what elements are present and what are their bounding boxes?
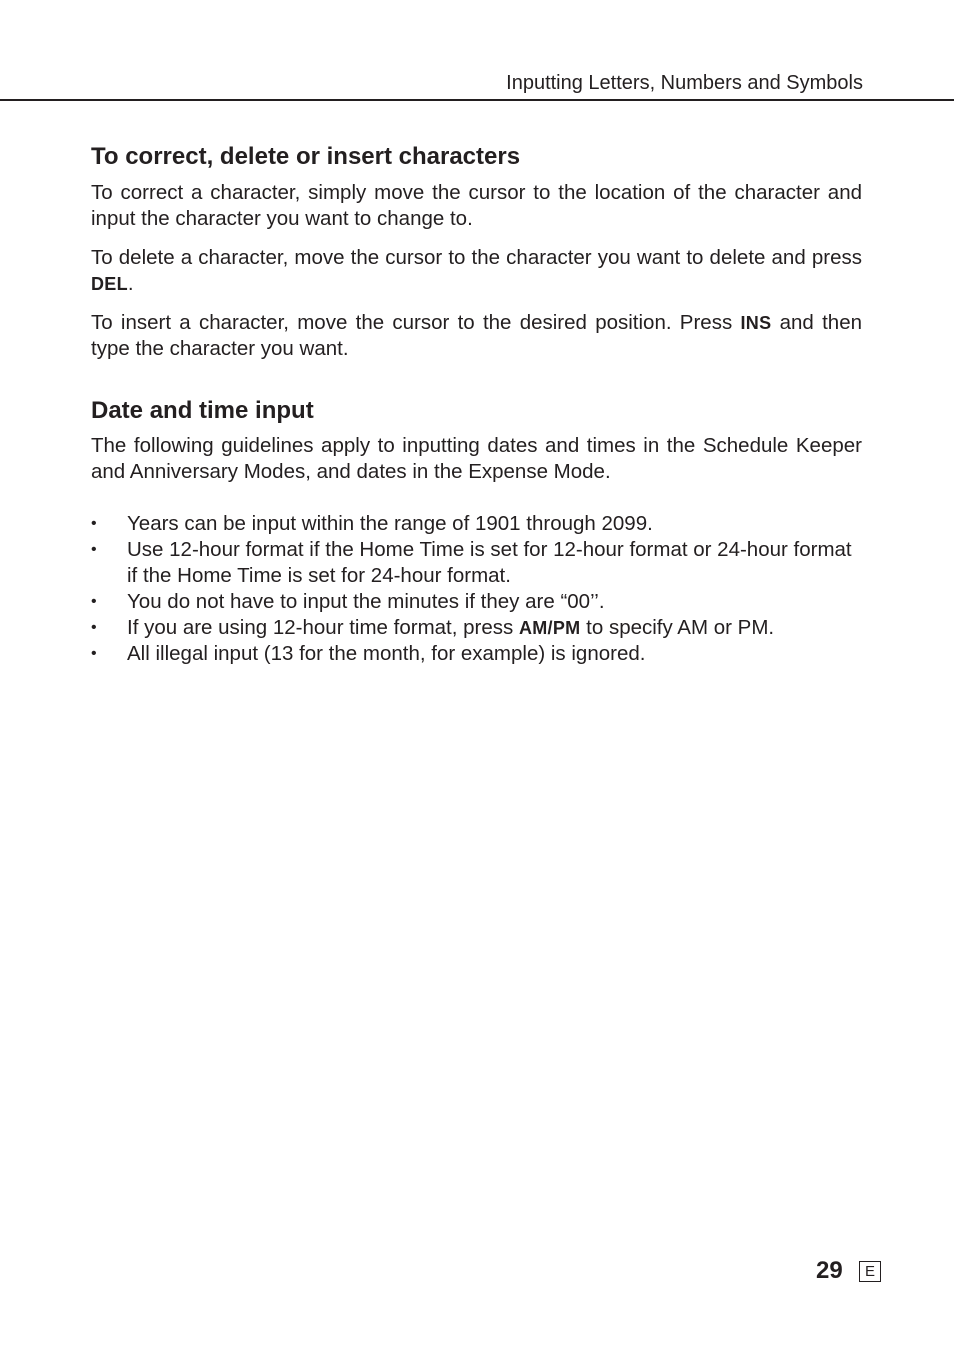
list-item-text-end: to specify AM or PM. [580,616,775,639]
list-item [91,641,862,667]
paragraph-delete-end: . [127,272,134,295]
language-code-box: E [859,1261,881,1282]
bullet-icon: • [91,515,97,532]
guideline-list [91,511,862,667]
running-header: Inputting Letters, Numbers and Symbols [506,72,863,94]
ins-key-label: INS [740,313,772,333]
bullet-icon: • [91,619,97,636]
list-item [91,615,862,641]
list-item-text: You do not have to input the minutes if they are “00’’. [127,590,605,613]
section-title-date: Date and time input [91,397,314,424]
bullet-icon: • [91,541,97,558]
page-number: 29 [816,1257,843,1284]
list-item-text: All illegal input (13 for the month, for example) is ignored. [127,642,646,665]
bullet-icon: • [91,645,97,662]
header-rule [0,99,954,101]
list-item [91,511,862,537]
paragraph-delete [91,245,862,297]
paragraph-date-intro: The following guidelines apply to inputting dates and times in the Schedule Keeper and Anniversary Modes, and dates in the Expense Mode. [91,434,862,483]
bullet-icon: • [91,593,97,610]
list-item [91,589,862,615]
paragraph-correct: To correct a character, simply move the cursor to the location of the character and input the character you want to change to. [91,181,862,230]
paragraph-insert-text: To insert a character, move the cursor to the desired position. Press [91,311,741,334]
del-key-label: DEL [91,274,128,294]
ampm-key-label: AM/PM [518,618,581,638]
list-item-text: If you are using 12-hour time format, press [127,616,519,639]
section-title-correct: To correct, delete or insert characters [91,143,521,170]
list-item-text: Use 12-hour format if the Home Time is set for 12-hour format or 24-hour format if the Home Time is set for 24-hour format. [127,538,852,587]
list-item-text: Years can be input within the range of 1901 through 2099. [127,512,653,535]
list-item [91,537,862,589]
paragraph-insert-end: and then type the character you want. [91,311,862,360]
paragraph-insert [91,310,862,362]
paragraph-delete-text: To delete a character, move the cursor to the character you want to delete and press [91,246,862,269]
page-content [91,142,862,667]
